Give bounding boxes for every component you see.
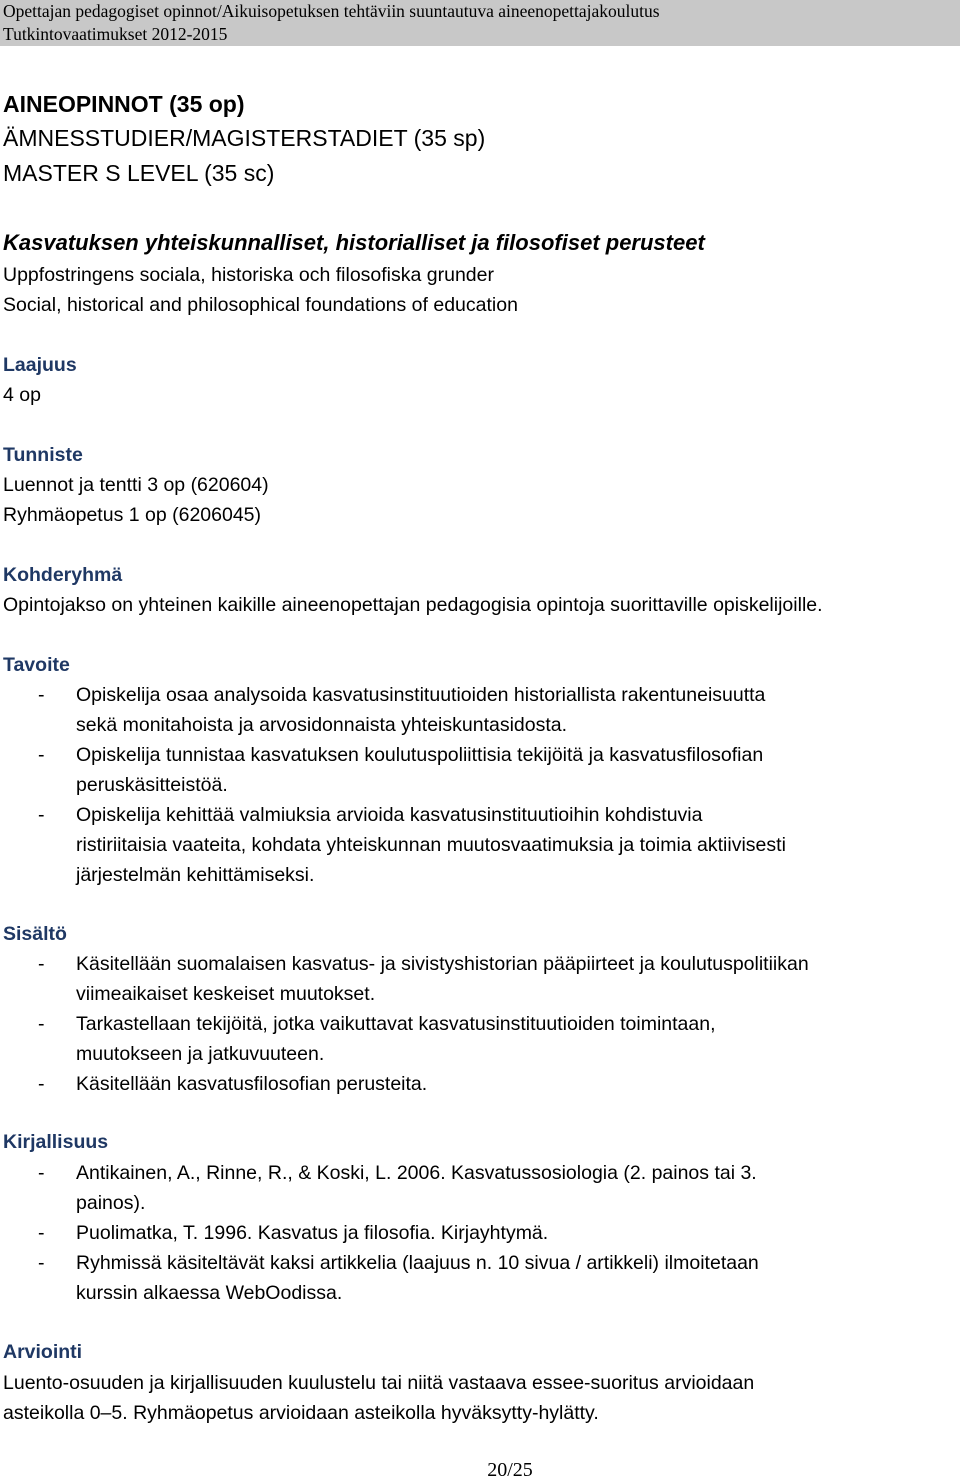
tavoite-label: Tavoite <box>3 654 70 676</box>
list-item-line: painos). <box>76 1192 146 1214</box>
list-item-line: Käsitellään suomalaisen kasvatus- ja sivistyshistorian pääpiirteet ja koulutuspolitiikan <box>76 953 809 975</box>
title-en: MASTER S LEVEL (35 sc) <box>3 160 275 186</box>
list-dash: - <box>38 1013 45 1035</box>
list-item-line: muutokseen ja jatkuvuuteen. <box>76 1043 325 1065</box>
list-dash: - <box>38 744 45 766</box>
list-dash: - <box>38 1222 45 1244</box>
list-dash: - <box>38 1073 45 1095</box>
list-dash: - <box>38 804 45 826</box>
list-item-line: Puolimatka, T. 1996. Kasvatus ja filosofia. Kirjayhtymä. <box>76 1222 549 1244</box>
list-item-line: järjestelmän kehittämiseksi. <box>76 864 315 886</box>
page-number: 20/25 <box>487 1459 533 1481</box>
kirjallisuus-label: Kirjallisuus <box>3 1131 109 1153</box>
list-item-line: Opiskelija tunnistaa kasvatuksen koulutuspoliittisia tekijöitä ja kasvatusfilosofian <box>76 744 764 766</box>
list-dash: - <box>38 1252 45 1274</box>
course-title-fi: Kasvatuksen yhteiskunnalliset, historialliset ja filosofiset perusteet <box>3 230 705 255</box>
list-item-line: kurssin alkaessa WebOodissa. <box>76 1282 343 1304</box>
arviointi-label: Arviointi <box>3 1341 83 1363</box>
title-sv: ÄMNESSTUDIER/MAGISTERSTADIET (35 sp) <box>3 125 486 151</box>
list-dash: - <box>38 953 45 975</box>
course-title-en: Social, historical and philosophical foundations of education <box>3 294 518 316</box>
list-item-line: sekä monitahoista ja arvosidonnaista yhteiskuntasidosta. <box>76 714 568 736</box>
list-dash: - <box>38 684 45 706</box>
list-item-line: peruskäsitteistöä. <box>76 774 228 796</box>
course-title-sv: Uppfostringens sociala, historiska och filosofiska grunder <box>3 264 494 286</box>
list-item-line: Ryhmissä käsiteltävät kaksi artikkelia (laajuus n. 10 sivua / artikkeli) ilmoitetaan <box>76 1252 759 1274</box>
header-line-2: Tutkintovaatimukset 2012-2015 <box>3 24 228 44</box>
sisalto-label: Sisältö <box>3 923 67 945</box>
list-dash: - <box>38 1162 45 1184</box>
title-fi: AINEOPINNOT (35 op) <box>3 91 245 117</box>
arviointi-line: asteikolla 0–5. Ryhmäopetus arvioidaan asteikolla hyväksytty-hylätty. <box>3 1402 599 1424</box>
list-item-line: Antikainen, A., Rinne, R., & Koski, L. 2006. Kasvatussosiologia (2. painos tai 3. <box>76 1162 757 1184</box>
list-item-line: Tarkastellaan tekijöitä, jotka vaikuttavat kasvatusinstituutioiden toimintaan, <box>76 1013 716 1035</box>
list-item-line: Opiskelija osaa analysoida kasvatusinstituutioiden historiallista rakentuneisuutta <box>76 684 766 706</box>
kohderyhma-label: Kohderyhmä <box>3 564 123 586</box>
laajuus-value: 4 op <box>3 384 41 406</box>
list-item-line: Opiskelija kehittää valmiuksia arvioida kasvatusinstituutioihin kohdistuvia <box>76 804 703 826</box>
running-header <box>0 0 960 46</box>
list-item-line: Käsitellään kasvatusfilosofian perusteita. <box>76 1073 428 1095</box>
arviointi-line: Luento-osuuden ja kirjallisuuden kuulustelu tai niitä vastaava essee-suoritus arvioidaan <box>3 1372 755 1394</box>
kohderyhma-value: Opintojakso on yhteinen kaikille aineenopettajan pedagogisia opintoja suorittaville opiskelijoille. <box>3 594 823 616</box>
header-line-1: Opettajan pedagogiset opinnot/Aikuisopetuksen tehtäviin suuntautuva aineenopettajakoulutus <box>3 1 660 21</box>
laajuus-label: Laajuus <box>3 354 77 376</box>
tunniste-line: Ryhmäopetus 1 op (6206045) <box>3 504 262 526</box>
list-item-line: viimeaikaiset keskeiset muutokset. <box>76 983 376 1005</box>
tunniste-label: Tunniste <box>3 444 83 466</box>
list-item-line: ristiriitaisia vaateita, kohdata yhteiskunnan muutosvaatimuksia ja toimia aktiivisesti <box>76 834 786 856</box>
tunniste-line: Luennot ja tentti 3 op (620604) <box>3 474 269 496</box>
